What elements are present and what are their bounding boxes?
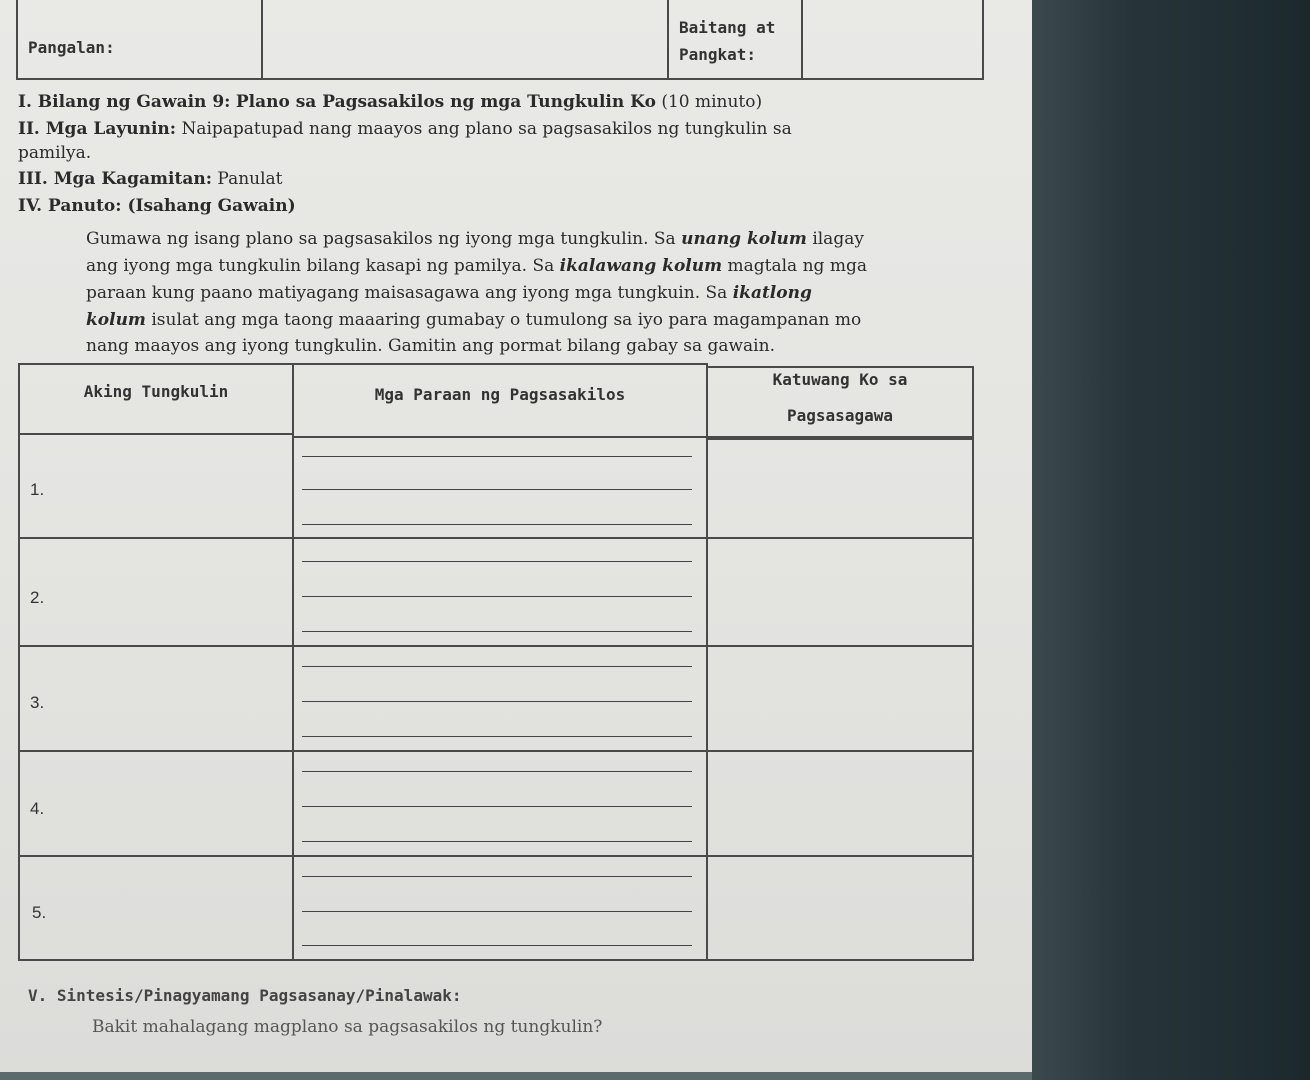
section-3-label: III. Mga Kagamitan: bbox=[18, 169, 212, 189]
answer-line[interactable] bbox=[302, 806, 692, 807]
answer-line[interactable] bbox=[302, 524, 692, 525]
row-divider bbox=[18, 645, 974, 647]
section-1-time: (10 minuto) bbox=[661, 92, 763, 112]
page-edge bbox=[0, 1072, 1032, 1080]
instr-text: ang iyong mga tungkulin bilang kasapi ng pamilya. Sa bbox=[86, 256, 555, 276]
row-divider bbox=[18, 750, 974, 752]
synthesis-label: V. Sintesis/Pinagyamang Pagsasanay/Pinalawak: bbox=[28, 986, 462, 1005]
grade-label-line2: Pangkat: bbox=[679, 45, 757, 64]
section-3 bbox=[18, 169, 283, 189]
answer-line[interactable] bbox=[302, 701, 692, 702]
col3-header-line1: Katuwang Ko sa bbox=[772, 370, 908, 389]
synthesis-question: Bakit mahalagang magplano sa pagsasakilos ng tungkulin? bbox=[92, 1017, 603, 1037]
section-1 bbox=[18, 92, 762, 112]
answer-line[interactable] bbox=[302, 596, 692, 597]
section-2-label: II. Mga Layunin: bbox=[18, 119, 177, 139]
name-label: Pangalan: bbox=[28, 37, 115, 57]
row-number: 3. bbox=[30, 693, 45, 712]
grade-label-cell bbox=[668, 0, 802, 79]
answer-line[interactable] bbox=[302, 736, 692, 737]
row-number: 4. bbox=[30, 799, 45, 818]
answer-line[interactable] bbox=[302, 631, 692, 632]
instr-emphasis: ikalawang kolum bbox=[559, 256, 723, 276]
section-1-title: Plano sa Pagsasakilos ng mga Tungkulin Ko bbox=[235, 92, 656, 112]
answer-line[interactable] bbox=[302, 666, 692, 667]
section-3-text: Panulat bbox=[217, 169, 283, 189]
instr-text: paraan kung paano matiyagang maisasagawa ang iyong mga tungkuin. Sa bbox=[86, 283, 728, 303]
row-number: 1. bbox=[30, 480, 45, 499]
instr-emphasis: unang kolum bbox=[681, 229, 807, 249]
row-divider bbox=[18, 537, 974, 539]
section-4-label: IV. Panuto: (Isahang Gawain) bbox=[18, 196, 296, 216]
col2-body bbox=[292, 436, 708, 961]
section-2 bbox=[18, 119, 792, 139]
col1-header: Aking Tungkulin bbox=[83, 382, 229, 401]
instr-emphasis: ikatlong bbox=[732, 283, 812, 303]
instr-text: isulat ang mga taong maaaring gumabay o tumulong sa iyo para magampanan mo bbox=[151, 310, 862, 330]
instruction-line-3 bbox=[86, 283, 812, 303]
grade-label-line1: Baitang at bbox=[679, 18, 776, 37]
answer-line[interactable] bbox=[302, 876, 692, 877]
answer-line[interactable] bbox=[302, 841, 692, 842]
row-number: 2. bbox=[30, 588, 45, 607]
instr-text: Gumawa ng isang plano sa pagsasakilos ng iyong mga tungkulin. Sa bbox=[86, 229, 676, 249]
instr-emphasis: kolum bbox=[86, 310, 146, 330]
col2-header: Mga Paraan ng Pagsasakilos bbox=[374, 385, 626, 404]
grade-field[interactable] bbox=[802, 0, 983, 79]
section-1-label: I. Bilang ng Gawain 9: bbox=[18, 92, 231, 112]
row-number: 5. bbox=[32, 903, 47, 922]
answer-line[interactable] bbox=[302, 945, 692, 946]
background-desk bbox=[1030, 0, 1310, 1080]
answer-line[interactable] bbox=[302, 771, 692, 772]
instr-text: ilagay bbox=[812, 229, 864, 249]
instruction-line-5: nang maayos ang iyong tungkulin. Gamitin ang pormat bilang gabay sa gawain. bbox=[86, 336, 775, 356]
instr-text: magtala ng mga bbox=[727, 256, 867, 276]
name-field[interactable] bbox=[262, 0, 668, 79]
name-label-cell bbox=[17, 0, 262, 79]
section-2-text: Naipapatupad nang maayos ang plano sa pagsasakilos ng tungkulin sa bbox=[181, 119, 792, 139]
row-divider bbox=[18, 855, 974, 857]
col3-header-line2: Pagsasagawa bbox=[787, 406, 893, 425]
instruction-line-4 bbox=[86, 310, 861, 330]
student-info-box bbox=[16, 0, 984, 80]
instruction-line-1 bbox=[86, 229, 864, 249]
answer-line[interactable] bbox=[302, 561, 692, 562]
answer-line[interactable] bbox=[302, 456, 692, 457]
answer-line[interactable] bbox=[302, 489, 692, 490]
answer-line[interactable] bbox=[302, 911, 692, 912]
instruction-line-2 bbox=[86, 256, 867, 276]
col1-body bbox=[18, 433, 294, 961]
section-2-cont: pamilya. bbox=[18, 143, 92, 163]
col3-body bbox=[706, 438, 974, 961]
